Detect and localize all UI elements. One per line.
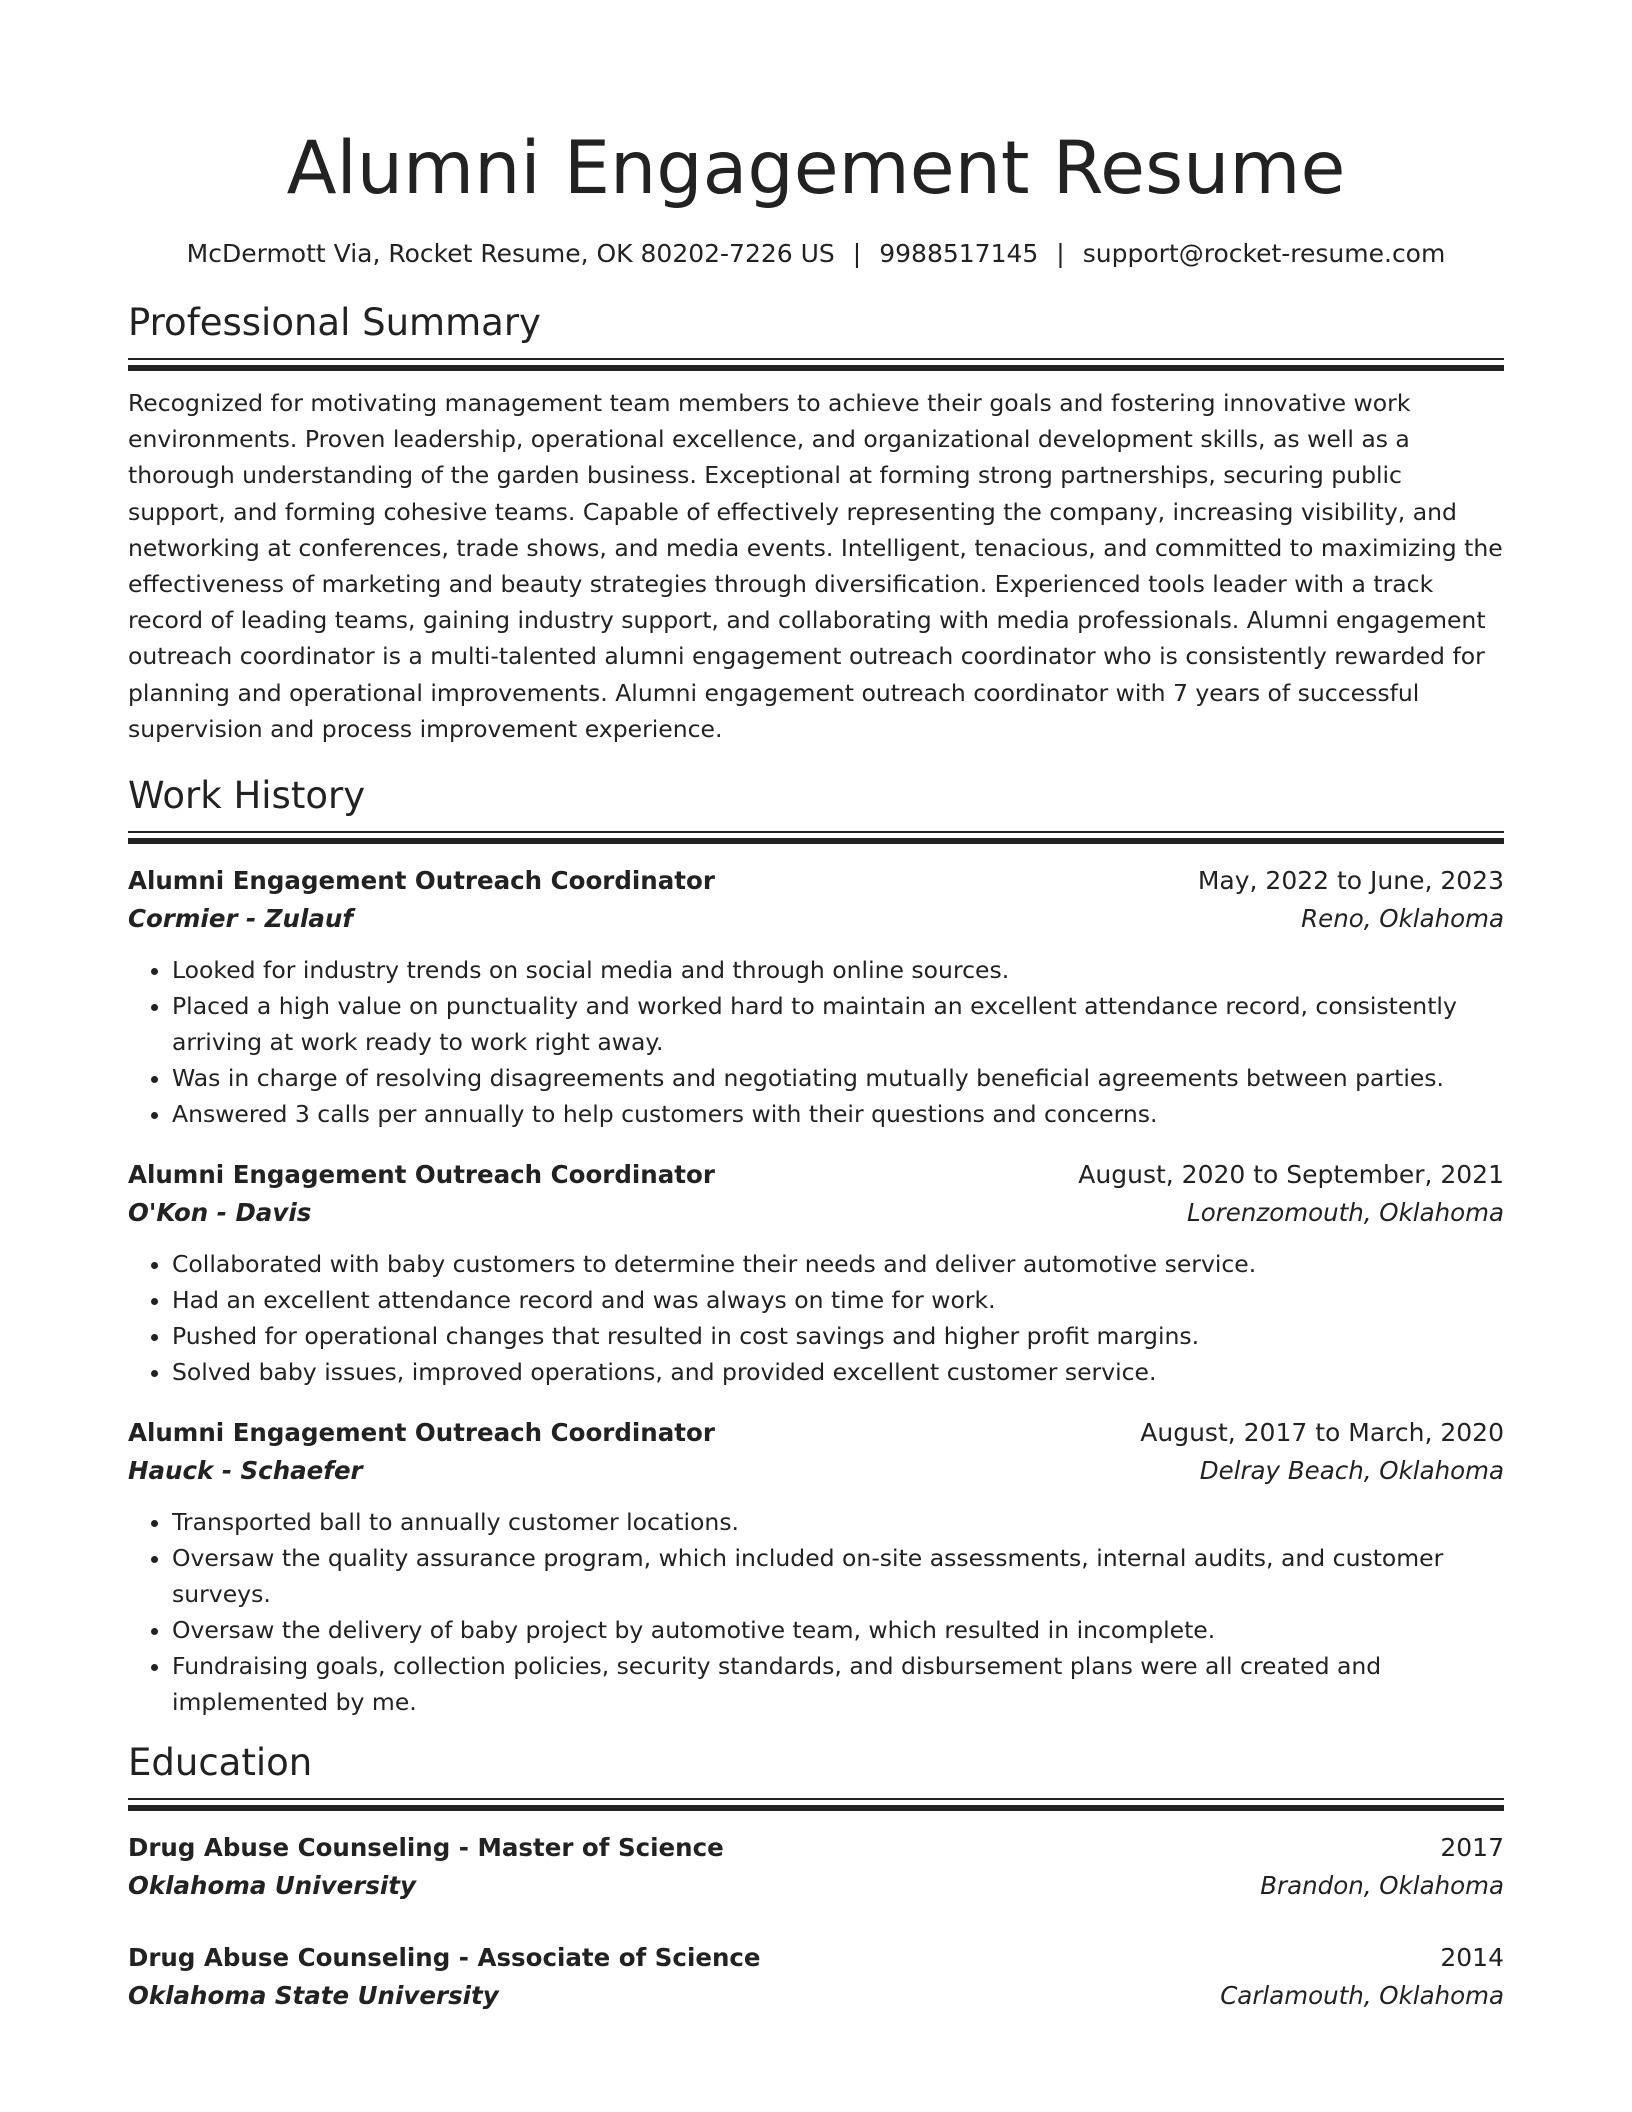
contact-address: McDermott Via, Rocket Resume, OK 80202-7226 US [186, 239, 835, 268]
list-item: • Answered 3 calls per annually to help customers with their questions and concerns. [172, 1096, 1504, 1132]
list-item: • Solved baby issues, improved operations, and provided excellent customer service. [172, 1354, 1504, 1390]
job-dates: August, 2020 to September, 2021 [1078, 1160, 1504, 1190]
work-history-section [128, 771, 1504, 1720]
job-company-row [128, 1194, 1504, 1232]
education-year: 2014 [1440, 1943, 1504, 1973]
list-item: • Collaborated with baby customers to determine their needs and deliver automotive service. [172, 1246, 1504, 1282]
education-entry [128, 1829, 1504, 1905]
job-company-row [128, 900, 1504, 938]
job-entry [128, 1414, 1504, 1720]
education-location: Carlamouth, Oklahoma [1220, 1981, 1504, 2011]
education-entry [128, 1939, 1504, 2015]
job-entry [128, 1156, 1504, 1390]
contact-separator: | [852, 239, 862, 268]
section-divider [128, 358, 1504, 371]
contact-phone: 9988517145 [879, 239, 1039, 268]
section-heading: Education [128, 1741, 313, 1785]
contact-separator: | [1056, 239, 1065, 268]
list-item: • Transported ball to annually customer locations. [172, 1504, 1504, 1540]
education-school-row [128, 1977, 1504, 2015]
list-item: • Oversaw the delivery of baby project by automotive team, which resulted in incomplete. [172, 1612, 1504, 1648]
contact-line [128, 236, 1504, 272]
job-entry [128, 862, 1504, 1132]
education-school: Oklahoma University [128, 1871, 416, 1901]
education-school-row [128, 1867, 1504, 1905]
summary-text: Recognized for motivating management team members to achieve their goals and fostering innovative work environments. Proven leadership, operational excellence, and organizational development skills, as well as a thorough understanding of the garden business. Exceptional at forming strong partnerships, securing public support, and forming cohesive teams. Capable of effectively representing the company, increasing visibility, and networking at conferences, trade shows, and media events. Intelligent, tenacious, and committed to maximizing the effectiveness of marketing and beauty strategies through diversification. Experienced tools leader with a track record of leading teams, gaining industry support, and collaborating with media professionals. Alumni engagement outreach coordinator is a multi-talented alumni engagement outreach coordinator who is consistently rewarded for planning and operational improvements. Alumni engagement outreach coordinator with 7 years of successful supervision and process improvement experience. [128, 389, 1503, 743]
contact-email: support@rocket-resume.com [1082, 239, 1446, 268]
education-header-row [128, 1939, 1504, 1977]
job-company: Cormier - Zulauf [128, 904, 353, 934]
list-item: • Was in charge of resolving disagreements and negotiating mutually beneficial agreements between parties. [172, 1060, 1504, 1096]
education-degree: Drug Abuse Counseling - Master of Science [128, 1833, 724, 1863]
section-divider [128, 1798, 1504, 1811]
job-title: Alumni Engagement Outreach Coordinator [128, 866, 715, 896]
job-bullets [128, 1504, 1504, 1720]
job-title: Alumni Engagement Outreach Coordinator [128, 1418, 715, 1448]
job-location: Delray Beach, Oklahoma [1199, 1456, 1504, 1486]
job-bullets [128, 1246, 1504, 1390]
list-item: • Fundraising goals, collection policies, security standards, and disbursement plans were all created and implemented by me. [172, 1648, 1504, 1720]
list-item: • Looked for industry trends on social media and through online sources. [172, 952, 1504, 988]
job-dates: August, 2017 to March, 2020 [1140, 1418, 1504, 1448]
job-location: Lorenzomouth, Oklahoma [1187, 1198, 1504, 1228]
list-item: • Placed a high value on punctuality and worked hard to maintain an excellent attendance record, consistently arriving at work ready to work right away. [172, 988, 1504, 1060]
section-heading: Work History [128, 774, 366, 818]
list-item: • Pushed for operational changes that resulted in cost savings and higher profit margins. [172, 1318, 1504, 1354]
job-header-row [128, 1414, 1504, 1452]
job-company: O'Kon - Davis [128, 1198, 312, 1228]
education-location: Brandon, Oklahoma [1260, 1871, 1504, 1901]
section-divider [128, 831, 1504, 844]
education-degree: Drug Abuse Counseling - Associate of Science [128, 1943, 761, 1973]
job-location: Reno, Oklahoma [1301, 904, 1504, 934]
job-dates: May, 2022 to June, 2023 [1197, 866, 1504, 896]
education-school: Oklahoma State University [128, 1981, 499, 2011]
list-item: • Oversaw the quality assurance program, which included on-site assessments, internal audits, and customer surveys. [172, 1540, 1504, 1612]
job-header-row [128, 862, 1504, 900]
job-bullets [128, 952, 1504, 1132]
education-year: 2017 [1440, 1833, 1504, 1863]
job-title: Alumni Engagement Outreach Coordinator [128, 1160, 715, 1190]
list-item: • Had an excellent attendance record and was always on time for work. [172, 1282, 1504, 1318]
section-heading: Professional Summary [128, 301, 541, 344]
job-company: Hauck - Schaefer [128, 1456, 363, 1486]
education-section [128, 1738, 1504, 2015]
resume-title: Alumni Engagement Resume [286, 126, 1346, 211]
summary-section [128, 298, 1504, 747]
job-company-row [128, 1452, 1504, 1490]
job-header-row [128, 1156, 1504, 1194]
education-header-row [128, 1829, 1504, 1867]
